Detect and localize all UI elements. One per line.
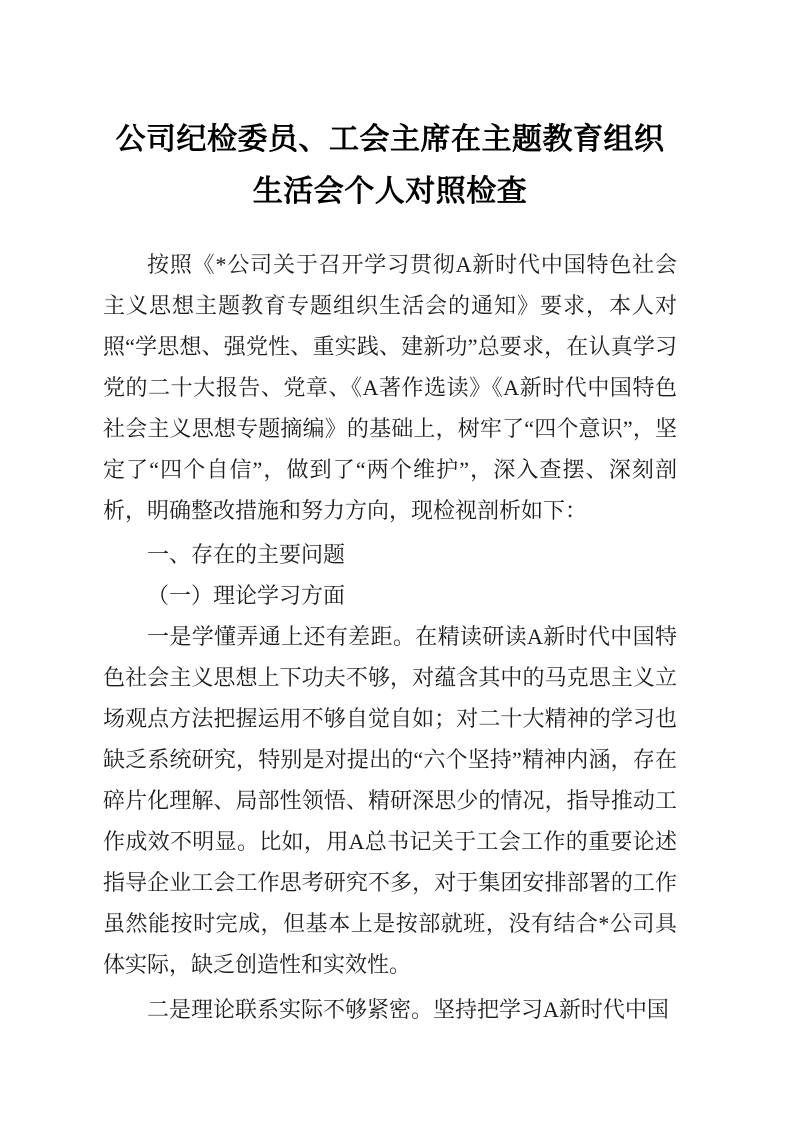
section-heading-main-problems: 一、存在的主要问题	[147, 542, 346, 567]
subsection-heading-theory-study: （一）理论学习方面	[147, 583, 346, 608]
paragraph-intro: 按照《*公司关于召开学习贯彻A新时代中国特色社会主义思想主题教育专题组织生活会的通知》要求，本人对照“学思想、强党性、重实践、建新功”总要求，在认真学习党的二十大报告、党章、《A著作选读》《A新时代中国特色社会主义思想专题摘编》的基础上，树牢了“四个意识”，坚定了“四个自信”，做到了“两个维护”，深入查摆、深刻剖析，明确整改措施和努力方向，现检视剖析如下：	[103, 252, 677, 523]
document-content	[103, 114, 677, 1030]
paragraph-point-two-truncated: 二是理论联系实际不够紧密。坚持把学习A新时代中国	[147, 997, 669, 1022]
document-title: 公司纪检委员、工会主席在主题教育组织生活会个人对照检查	[115, 123, 665, 208]
paragraph-point-one: 一是学懂弄通上还有差距。在精读研读A新时代中国特色社会主义思想上下功夫不够，对蕴含其中的马克思主义立场观点方法把握运用不够自觉自如；对二十大精神的学习也缺乏系统研究，特别是对提出的“六个坚持”精神内涵，存在碎片化理解、局部性领悟、精研深思少的情况，指导推动工作成效不明显。比如，用A总书记关于工会工作的重要论述指导企业工会工作思考研究不多，对于集团安排部署的工作虽然能按时完成，但基本上是按部就班，没有结合*公司具体实际，缺乏创造性和实效性。	[103, 624, 677, 977]
